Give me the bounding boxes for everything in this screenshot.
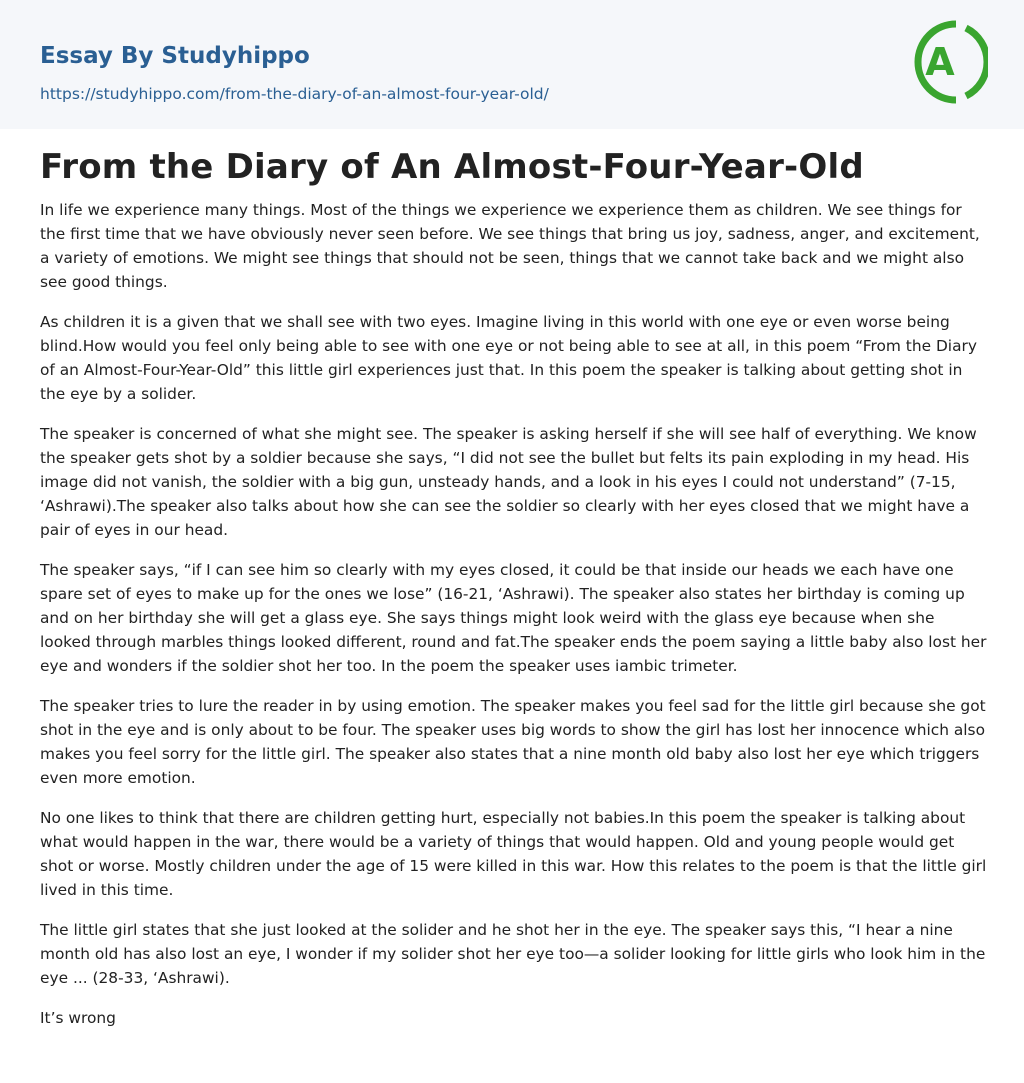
essay-paragraph-3: The speaker is concerned of what she might see. The speaker is asking herself if she will see half of everything. We know the speaker gets shot by a soldier because she says, “I did not see the bullet but felts its pain exploding in my head. His image did not vanish, the soldier with a big gun, unsteady hands, and a look in his eyes I could not understand” (7-15, ‘Ashrawi).The speaker also talks about how she can see the soldier so clearly with her eyes closed that we might have a pair of eyes in our head. — [40, 425, 977, 539]
essay-paragraph-2: As children it is a given that we shall see with two eyes. Imagine living in this world with one eye or even worse being blind.How would you feel only being able to see with one eye or not being able to see at all, in this poem “From the Diary of an Almost-Four-Year-Old” this little girl experiences just that. In this poem the speaker is talking about getting shot in the eye by a solider. — [40, 313, 977, 403]
site-brand[interactable]: Essay By Studyhippo — [40, 43, 310, 69]
logo-letter: A — [925, 40, 955, 84]
essay-paragraph-5: The speaker tries to lure the reader in by using emotion. The speaker makes you feel sad for the little girl because she got shot in the eye and is only about to be four. The speaker uses big words to show the girl has lost her innocence which also makes you feel sorry for the little girl. The speaker also states that a nine month old baby also lost her eye which triggers even more emotion. — [40, 697, 986, 787]
essay-content — [40, 144, 988, 1046]
essay-paragraph-1: In life we experience many things. Most of the things we experience we experience them as children. We see things for the first time that we have obviously never seen before. We see things that bring us joy, sadness, anger, and excitement, a variety of emotions. We might see things that should not be seen, things that we cannot take back and we might also see good things. — [40, 201, 980, 291]
essay-paragraph-6: No one likes to think that there are children getting hurt, especially not babies.In this poem the speaker is talking about what would happen in the war, there would be a variety of things that would happen. Old and young people would get shot or worse. Mostly children under the age of 15 were killed in this war. How this relates to the poem is that the little girl lived in this time. — [40, 809, 987, 899]
essay-paragraph-8: It’s wrong — [40, 1009, 116, 1027]
essay-title: From the Diary of An Almost-Four-Year-Old — [40, 147, 864, 187]
studyhippo-logo-icon[interactable] — [904, 18, 988, 106]
essay-url-link[interactable]: https://studyhippo.com/from-the-diary-of-an-almost-four-year-old/ — [40, 85, 549, 103]
site-header — [0, 0, 1024, 129]
essay-paragraph-7: The little girl states that she just looked at the solider and he shot her in the eye. The speaker says this, “I hear a nine month old has also lost an eye, I wonder if my solider shot her eye too—a solider looking for little girls who look him in the eye ... (28-33, ‘Ashrawi). — [40, 921, 986, 987]
essay-paragraph-4: The speaker says, “if I can see him so clearly with my eyes closed, it could be that inside our heads we each have one spare set of eyes to make up for the ones we lose” (16-21, ‘Ashrawi). The speaker also states her birthday is coming up and on her birthday she will get a glass eye. She says things might look weird with the glass eye because when she looked through marbles things looked different, round and fat.The speaker ends the poem saying a little baby also lost her eye and wonders if the soldier shot her too. In the poem the speaker uses iambic trimeter. — [40, 561, 987, 675]
